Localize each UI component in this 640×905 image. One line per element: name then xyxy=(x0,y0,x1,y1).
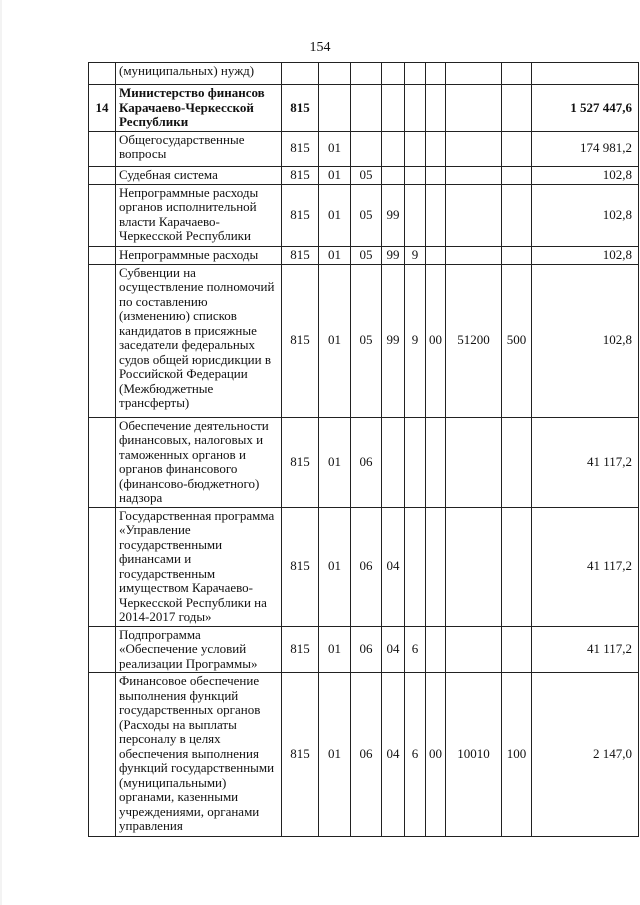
page-number: 154 xyxy=(309,40,331,55)
subprogram-code-cell xyxy=(405,131,426,166)
subprogram-code-cell xyxy=(405,417,426,507)
row-number-cell xyxy=(89,673,116,837)
subprogram-code-cell: 6 xyxy=(405,626,426,673)
expense-type-code-cell xyxy=(502,184,532,246)
main-activity-code-cell: 00 xyxy=(426,673,446,837)
table-row xyxy=(89,131,639,166)
amount-cell: 102,8 xyxy=(532,184,639,246)
subsection-code-cell: 05 xyxy=(351,264,382,417)
section-code-cell: 01 xyxy=(319,417,351,507)
direction-code-cell xyxy=(446,417,502,507)
main-activity-code-cell: 00 xyxy=(426,264,446,417)
program-code-cell: 04 xyxy=(382,507,405,626)
expense-type-code-cell xyxy=(502,85,532,132)
main-activity-code-cell xyxy=(426,85,446,132)
table-row xyxy=(89,673,639,837)
subsection-code-cell xyxy=(351,131,382,166)
table-row xyxy=(89,626,639,673)
row-number-cell xyxy=(89,507,116,626)
direction-code-cell xyxy=(446,507,502,626)
subsection-code-cell: 06 xyxy=(351,507,382,626)
subsection-code-cell: 06 xyxy=(351,673,382,837)
main-activity-code-cell xyxy=(426,507,446,626)
subsection-code-cell: 06 xyxy=(351,626,382,673)
table-row xyxy=(89,264,639,417)
ministry-code-cell: 815 xyxy=(282,246,319,264)
section-code-cell: 01 xyxy=(319,507,351,626)
ministry-code-cell: 815 xyxy=(282,166,319,184)
expense-type-code-cell xyxy=(502,166,532,184)
description-cell: Судебная система xyxy=(116,166,282,184)
amount-cell: 41 117,2 xyxy=(532,417,639,507)
expense-type-code-cell xyxy=(502,417,532,507)
subsection-code-cell: 05 xyxy=(351,184,382,246)
table-row xyxy=(89,85,639,132)
section-code-cell: 01 xyxy=(319,131,351,166)
row-number-cell xyxy=(89,626,116,673)
subprogram-code-cell: 9 xyxy=(405,264,426,417)
direction-code-cell xyxy=(446,166,502,184)
main-activity-code-cell xyxy=(426,131,446,166)
subprogram-code-cell xyxy=(405,63,426,85)
expense-type-code-cell: 100 xyxy=(502,673,532,837)
amount-cell: 102,8 xyxy=(532,246,639,264)
section-code-cell xyxy=(319,63,351,85)
direction-code-cell: 51200 xyxy=(446,264,502,417)
main-activity-code-cell xyxy=(426,417,446,507)
program-code-cell: 04 xyxy=(382,626,405,673)
description-cell: Подпрограмма «Обеспечение условий реализации Программы» xyxy=(116,626,282,673)
description-cell: Субвенции на осуществление полномочий по составлению (изменению) списков кандидатов в присяжные заседатели федеральных судов общей юрисдикции в Российской Федерации (Межбюджетные трансферты) xyxy=(116,264,282,417)
section-code-cell: 01 xyxy=(319,264,351,417)
ministry-code-cell: 815 xyxy=(282,184,319,246)
subprogram-code-cell: 6 xyxy=(405,673,426,837)
section-code-cell: 01 xyxy=(319,184,351,246)
subprogram-code-cell: 9 xyxy=(405,246,426,264)
program-code-cell: 99 xyxy=(382,264,405,417)
ministry-code-cell: 815 xyxy=(282,673,319,837)
direction-code-cell xyxy=(446,63,502,85)
expense-type-code-cell xyxy=(502,63,532,85)
subsection-code-cell xyxy=(351,85,382,132)
subsection-code-cell xyxy=(351,63,382,85)
direction-code-cell xyxy=(446,246,502,264)
program-code-cell xyxy=(382,417,405,507)
table-row xyxy=(89,184,639,246)
table-row xyxy=(89,507,639,626)
program-code-cell xyxy=(382,85,405,132)
direction-code-cell xyxy=(446,626,502,673)
table-body xyxy=(89,63,639,837)
direction-code-cell xyxy=(446,184,502,246)
ministry-code-cell: 815 xyxy=(282,85,319,132)
description-cell: Министерство финансов Карачаево-Черкесской Республики xyxy=(116,85,282,132)
description-cell: Финансовое обеспечение выполнения функций государственных органов (Расходы на выплаты персоналу в целях обеспечения выполнения функций государственными (муниципальными) органами, казенными учреждениями, органами управления xyxy=(116,673,282,837)
program-code-cell xyxy=(382,166,405,184)
row-number-cell xyxy=(89,184,116,246)
row-number-cell xyxy=(89,246,116,264)
table-row xyxy=(89,63,639,85)
direction-code-cell xyxy=(446,85,502,132)
row-number-cell xyxy=(89,417,116,507)
amount-cell: 1 527 447,6 xyxy=(532,85,639,132)
program-code-cell: 04 xyxy=(382,673,405,837)
ministry-code-cell: 815 xyxy=(282,417,319,507)
table-row xyxy=(89,166,639,184)
main-activity-code-cell xyxy=(426,246,446,264)
section-code-cell: 01 xyxy=(319,166,351,184)
direction-code-cell: 10010 xyxy=(446,673,502,837)
description-cell: Непрограммные расходы органов исполнительной власти Карачаево-Черкесской Республики xyxy=(116,184,282,246)
expense-type-code-cell xyxy=(502,246,532,264)
budget-table xyxy=(88,62,639,837)
main-activity-code-cell xyxy=(426,626,446,673)
subsection-code-cell: 05 xyxy=(351,166,382,184)
main-activity-code-cell xyxy=(426,166,446,184)
subprogram-code-cell xyxy=(405,166,426,184)
program-code-cell xyxy=(382,131,405,166)
amount-cell: 41 117,2 xyxy=(532,507,639,626)
amount-cell: 102,8 xyxy=(532,264,639,417)
ministry-code-cell: 815 xyxy=(282,626,319,673)
ministry-code-cell: 815 xyxy=(282,264,319,417)
expense-type-code-cell xyxy=(502,507,532,626)
section-code-cell: 01 xyxy=(319,673,351,837)
row-number-cell: 14 xyxy=(89,85,116,132)
expense-type-code-cell xyxy=(502,626,532,673)
program-code-cell: 99 xyxy=(382,246,405,264)
main-activity-code-cell xyxy=(426,184,446,246)
section-code-cell: 01 xyxy=(319,626,351,673)
ministry-code-cell xyxy=(282,63,319,85)
ministry-code-cell: 815 xyxy=(282,131,319,166)
amount-cell: 41 117,2 xyxy=(532,626,639,673)
description-cell: Общегосударственные вопросы xyxy=(116,131,282,166)
table-row xyxy=(89,246,639,264)
amount-cell: 2 147,0 xyxy=(532,673,639,837)
subsection-code-cell: 06 xyxy=(351,417,382,507)
row-number-cell xyxy=(89,264,116,417)
section-code-cell xyxy=(319,85,351,132)
expense-type-code-cell: 500 xyxy=(502,264,532,417)
description-cell: (муниципальных) нужд) xyxy=(116,63,282,85)
description-cell: Непрограммные расходы xyxy=(116,246,282,264)
subprogram-code-cell xyxy=(405,85,426,132)
row-number-cell xyxy=(89,131,116,166)
amount-cell: 174 981,2 xyxy=(532,131,639,166)
expense-type-code-cell xyxy=(502,131,532,166)
subsection-code-cell: 05 xyxy=(351,246,382,264)
program-code-cell xyxy=(382,63,405,85)
table-row xyxy=(89,417,639,507)
ministry-code-cell: 815 xyxy=(282,507,319,626)
section-code-cell: 01 xyxy=(319,246,351,264)
amount-cell: 102,8 xyxy=(532,166,639,184)
subprogram-code-cell xyxy=(405,184,426,246)
main-activity-code-cell xyxy=(426,63,446,85)
direction-code-cell xyxy=(446,131,502,166)
subprogram-code-cell xyxy=(405,507,426,626)
description-cell: Государственная программа «Управление государственными финансами и государственным имуществом Карачаево-Черкесской Республики на 2014-2017 годы» xyxy=(116,507,282,626)
description-cell: Обеспечение деятельности финансовых, налоговых и таможенных органов и органов финансового (финансово-бюджетного) надзора xyxy=(116,417,282,507)
row-number-cell xyxy=(89,63,116,85)
scan-edge xyxy=(0,0,2,905)
row-number-cell xyxy=(89,166,116,184)
program-code-cell: 99 xyxy=(382,184,405,246)
amount-cell xyxy=(532,63,639,85)
